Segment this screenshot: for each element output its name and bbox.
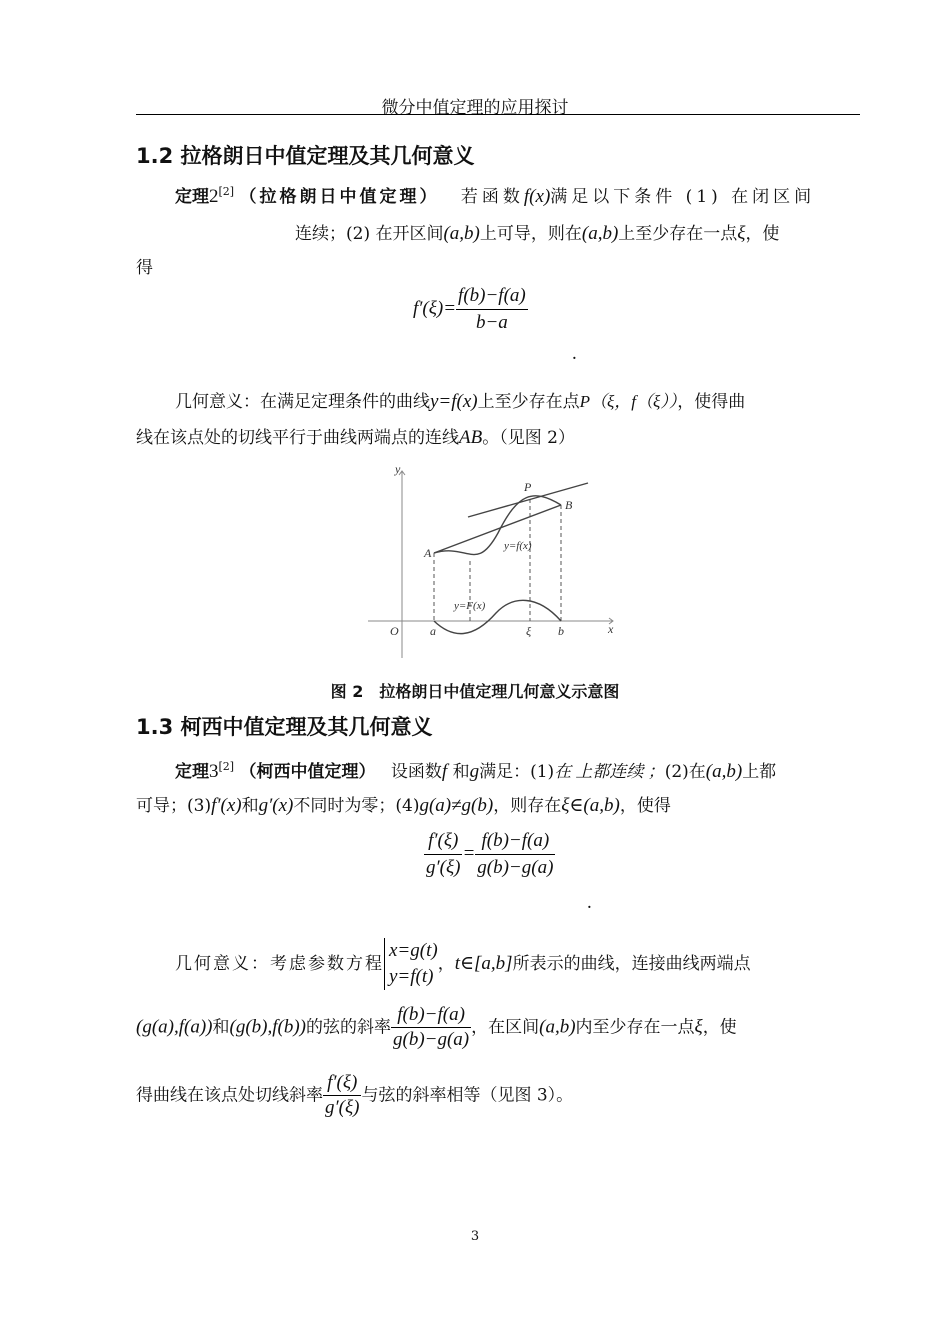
fig2-label-y: y bbox=[395, 463, 401, 476]
geo3-t-in: t∈[a,b] bbox=[454, 953, 513, 974]
theorem2-name: （拉格朗日中值定理） bbox=[239, 187, 440, 207]
theorem3-text6: 可导；(3) bbox=[136, 796, 212, 816]
theorem3-text8: 不同时为零；(4) bbox=[293, 796, 420, 816]
formula3-right-numerator: f(b)−f(a) bbox=[475, 830, 555, 855]
theorem3-xi-in: ξ∈(a,b) bbox=[561, 795, 620, 816]
geo3-tan-den: g′(ξ) bbox=[325, 1097, 360, 1118]
fig2-label-Fx: y=F(x) bbox=[454, 600, 486, 612]
geo3-slope-den: g(b)−g(a) bbox=[393, 1029, 470, 1050]
theorem2-line2 bbox=[295, 224, 779, 244]
geo3-text3: 和 bbox=[212, 1017, 230, 1038]
theorem3-number: 3 bbox=[209, 761, 219, 782]
theorem2-fx: f(x) bbox=[523, 186, 551, 207]
theorem3-text2: 和 bbox=[452, 762, 470, 782]
formula2-period: . bbox=[572, 343, 577, 364]
geo3-text6: 内至少存在一点 bbox=[575, 1017, 695, 1038]
formula2-lhs: f′(ξ)= bbox=[413, 298, 457, 319]
theorem2-label: 定理 bbox=[175, 187, 209, 207]
theorem2-text3: 连续；(2) 在开区间 bbox=[295, 224, 444, 244]
formula3-left-numerator: f′(ξ) bbox=[424, 830, 462, 855]
geo2-text4: 线在该点处的切线平行于曲线两端点的连线 bbox=[136, 428, 459, 448]
formula3-period: . bbox=[587, 892, 592, 913]
fig2-label-A: A bbox=[424, 546, 432, 560]
geo2-text1: 几何意义：在满足定理条件的曲线 bbox=[175, 392, 430, 412]
theorem2-number: 2 bbox=[209, 186, 219, 207]
page-number: 3 bbox=[470, 1229, 480, 1244]
geo3-text8: 得曲线在该点处切线斜率 bbox=[136, 1085, 323, 1106]
fig2-label-x: x bbox=[608, 622, 614, 636]
geo3-slope-num: f(b)−f(a) bbox=[391, 1005, 471, 1028]
geo2-point: P（ξ，f（ξ）） bbox=[579, 392, 678, 411]
fig2-label-O: O bbox=[390, 624, 399, 638]
page-header: 微分中值定理的应用探讨 bbox=[381, 98, 569, 118]
geo2-ab: AB bbox=[459, 427, 483, 448]
theorem3-text3: 满足：(1) bbox=[479, 762, 555, 782]
header-rule bbox=[136, 114, 860, 115]
section-title-1-3: 1.3 柯西中值定理及其几何意义 bbox=[136, 715, 433, 739]
geo3-line1 bbox=[175, 938, 751, 990]
fig2-label-xi: ξ bbox=[526, 624, 532, 638]
formula3-right-denominator: g(b)−g(a) bbox=[477, 857, 554, 878]
fig2-label-b: b bbox=[558, 624, 564, 638]
geo3-xi: ξ bbox=[694, 1016, 703, 1038]
fig2-label-fx: y=f(x) bbox=[504, 540, 532, 552]
fig2-label-P: P bbox=[524, 480, 532, 494]
theorem3-line1 bbox=[175, 757, 776, 782]
formula2-numerator: f(b)−f(a) bbox=[456, 285, 528, 310]
geo3-pt2: (g(b),f(b)) bbox=[229, 1016, 306, 1038]
formula2-denominator: b−a bbox=[475, 312, 508, 333]
theorem2-open-interval-2: (a,b) bbox=[581, 223, 619, 244]
fig2-label-B: B bbox=[565, 498, 573, 512]
theorem3-f: f bbox=[441, 761, 448, 782]
theorem2-open-interval: (a,b) bbox=[443, 223, 480, 244]
geo3-comma: ， bbox=[437, 954, 455, 974]
theorem3-interval: (a,b) bbox=[705, 761, 743, 782]
geo2-line2 bbox=[136, 428, 575, 448]
theorem3-ref: [2] bbox=[218, 760, 235, 773]
theorem2-line1 bbox=[175, 182, 815, 207]
theorem3-text9: ，则存在 bbox=[493, 796, 562, 816]
geo3-pt1: (g(a),f(a)) bbox=[136, 1016, 213, 1038]
formula-cauchy bbox=[424, 830, 555, 879]
theorem3-ga-ne-gb: g(a)≠g(b) bbox=[419, 795, 494, 816]
section-title-1-2: 1.2 拉格朗日中值定理及其几何意义 bbox=[136, 144, 475, 168]
theorem3-name: （柯西中值定理） bbox=[239, 762, 376, 782]
theorem3-text5: 上都 bbox=[742, 762, 777, 782]
theorem3-text1: 设函数 bbox=[390, 762, 442, 782]
geo3-interval: (a,b) bbox=[539, 1016, 576, 1038]
geo3-line3 bbox=[136, 1073, 573, 1118]
theorem3-label: 定理 bbox=[175, 762, 209, 782]
fig2-label-a: a bbox=[430, 624, 436, 638]
theorem3-line2 bbox=[136, 796, 671, 816]
figure2-diagram bbox=[358, 463, 620, 663]
theorem3-cond1: 在 上都连续 ； bbox=[554, 762, 665, 781]
theorem2-text6: ，使 bbox=[745, 224, 780, 244]
geo3-sys2: y=f(t) bbox=[389, 966, 434, 987]
theorem3-text4: (2)在 bbox=[664, 762, 706, 782]
geo3-sys1: x=g(t) bbox=[389, 940, 438, 961]
geo2-text3: ，使得曲 bbox=[677, 392, 746, 412]
geo3-text1: 几何意义：考虑参数方程 bbox=[175, 954, 384, 974]
formula3-equals: = bbox=[462, 843, 476, 864]
formula-lagrange bbox=[413, 285, 528, 334]
figure2-caption: 图 2 拉格朗日中值定理几何意义示意图 bbox=[330, 682, 620, 701]
theorem2-text4: 上可导，则在 bbox=[479, 224, 582, 244]
theorem2-text1: 若函数 bbox=[460, 187, 524, 207]
geo3-text4: 的弦的斜率 bbox=[306, 1017, 391, 1038]
theorem3-g: g bbox=[469, 761, 480, 782]
theorem3-fpx: f′(x) bbox=[211, 795, 242, 816]
theorem3-gpx: g′(x) bbox=[258, 795, 294, 816]
geo2-text2: 上至少存在点 bbox=[477, 392, 580, 412]
theorem3-text10: ，使得 bbox=[619, 796, 671, 816]
geo3-text9: 与弦的斜率相等（见图 3）。 bbox=[361, 1085, 574, 1106]
theorem2-text5: 上至少存在一点 bbox=[618, 224, 738, 244]
secant-ab bbox=[434, 505, 561, 553]
theorem2-text2: 满足以下条件 (1) 在闭区间 bbox=[550, 187, 816, 207]
geo2-curve: y=f(x) bbox=[430, 391, 478, 412]
geo2-line1 bbox=[175, 392, 745, 412]
theorem2-text7: 得 bbox=[136, 258, 153, 278]
geo2-text5: 。（见图 2） bbox=[482, 428, 575, 448]
geo3-text5: ，在区间 bbox=[471, 1017, 540, 1038]
geo3-tan-num: f′(ξ) bbox=[323, 1073, 361, 1096]
geo3-text7: ，使 bbox=[702, 1017, 737, 1038]
theorem2-xi: ξ bbox=[737, 223, 746, 244]
geo3-text2: 所表示的曲线，连接曲线两端点 bbox=[512, 954, 751, 974]
formula3-left-denominator: g′(ξ) bbox=[426, 857, 461, 878]
theorem2-ref: [2] bbox=[218, 185, 235, 198]
geo3-line2 bbox=[136, 1005, 737, 1050]
theorem3-text7: 和 bbox=[241, 796, 259, 816]
